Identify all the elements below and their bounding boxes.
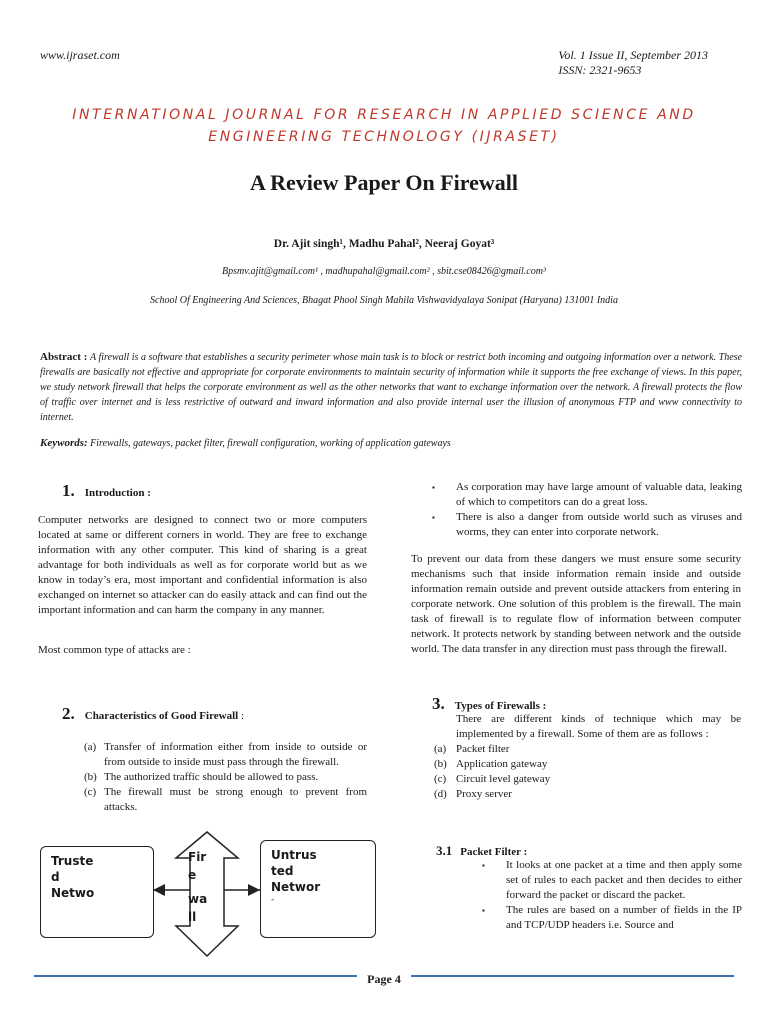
issn-line: ISSN: 2321-9653: [558, 63, 642, 77]
volume-line: Vol. 1 Issue II, September 2013: [558, 48, 708, 62]
section-2-title: Characteristics of Good Firewall: [84, 710, 239, 722]
journal-title: [0, 104, 768, 148]
list-item-text: As corporation may have large amount of valuable data, leaking of which to competitors can do a great loss.: [456, 481, 742, 508]
list-item-text: The authorized traffic should be allowed to pass.: [104, 771, 319, 783]
list-item-text: The firewall must be strong enough to prevent from attacks.: [104, 786, 367, 813]
right-arrowhead: [248, 884, 260, 896]
section-1-heading: [62, 481, 151, 501]
journal-title-line-2: ENGINEERING TECHNOLOGY (IJRASET): [208, 129, 560, 145]
firewall-label-line: e: [188, 868, 197, 882]
left-arrowhead: [153, 884, 165, 896]
list-item: [482, 858, 742, 903]
box-text-line: ted: [271, 864, 294, 878]
list-item: [432, 480, 742, 510]
paper-title: A Review Paper On Firewall: [249, 170, 519, 195]
issue-info: [558, 48, 708, 78]
list-item: [434, 757, 734, 772]
characteristics-list: [84, 740, 367, 815]
keywords-text: Firewalls, gateways, packet filter, firewall configuration, working of application gateways: [90, 438, 451, 449]
list-item-text: Proxy server: [456, 788, 512, 800]
firewall-label-line: wa: [188, 892, 208, 906]
abstract: [40, 350, 742, 425]
keywords-label: Keywords:: [40, 437, 88, 449]
list-item-text: Packet filter: [456, 743, 510, 755]
firewall-label: [188, 848, 228, 926]
firewall-purpose-paragraph: To prevent our data from these dangers we must ensure some security mechanisms such that inside information remain inside and outside information remain outside and prevent outside attackers from entering in corporate network. One solution of this problem is the firewall. The main task of firewall is to regulate flow of information between computer network. It protects network by standing between network and the outside world. The data transfer in any direction must pass through the firewall.: [411, 553, 741, 655]
list-item: [432, 510, 742, 540]
list-item: [434, 772, 734, 787]
firewall-diagram: [38, 830, 378, 960]
attacks-intro: Most common type of attacks are :: [38, 644, 191, 656]
box-text-line: Netwo: [51, 886, 95, 900]
list-marker: (d): [434, 788, 447, 800]
bullet-icon: ▪: [432, 483, 435, 492]
section-3-heading: [432, 694, 546, 714]
list-item-text: Circuit level gateway: [456, 773, 551, 785]
list-item: [434, 787, 734, 802]
affiliation: School Of Engineering And Sciences, Bhagat Phool Singh Mahila Vishwavidyalaya Sonipat (Haryana) 131001 India: [150, 295, 618, 306]
firewall-label-line: ll: [188, 910, 197, 924]
box-text-line: Truste: [51, 854, 94, 868]
page-number: [0, 970, 768, 988]
list-item-text: There is also a danger from outside world such as viruses and worms, they can enter into corporate network.: [456, 511, 742, 538]
section-3-1-number: 3.1: [436, 843, 453, 858]
list-item-text: Application gateway: [456, 758, 548, 770]
intro-paragraph: Computer networks are designed to connect two or more computers located at same or different corners in world. They are free to exchange information with any other computer. This kind of sharing is a great advantage for both individuals as well as for corporate world but as we know in today’s era, most important and confidential information is also exchanged on internet so attacker can do easily attack and can find out the important information and can harm the company in any manner.: [38, 514, 367, 616]
box-text-line: Untrus: [271, 848, 317, 862]
list-marker: (b): [434, 758, 447, 770]
journal-title-line-1: INTERNATIONAL JOURNAL FOR RESEARCH IN APPLIED SCIENCE AND: [72, 107, 696, 123]
bullet-icon: ▪: [482, 906, 485, 915]
trusted-network-box: [40, 846, 154, 938]
bullet-icon: ▪: [432, 513, 435, 522]
list-item: [84, 740, 367, 770]
author-emails: Bpsmv.ajit@gmail.com¹ , madhupahal@gmail.com² , sbit.cse08426@gmail.com³: [222, 266, 546, 277]
box-text-line: -: [271, 895, 275, 905]
list-item: [84, 770, 367, 785]
page-number-text: Page 4: [357, 972, 411, 986]
types-intro: There are different kinds of technique which may be implemented by a firewall. Some of them are as follows :: [456, 713, 741, 740]
list-marker: (c): [84, 786, 97, 798]
list-marker: (a): [84, 741, 97, 753]
list-item-text: The rules are based on a number of fields in the IP and TCP/UDP headers i.e. Source and: [506, 904, 742, 931]
untrusted-network-box: [260, 840, 376, 938]
list-item-text: It looks at one packet at a time and then apply some set of rules to each packet and then decides to either forward the packet or discard the packet.: [506, 859, 742, 901]
box-text-line: Networ: [271, 880, 321, 894]
section-3-1-title: Packet Filter :: [460, 846, 528, 858]
section-1-number: 1.: [62, 481, 75, 500]
list-marker: (b): [84, 771, 97, 783]
section-2-colon: :: [238, 710, 245, 722]
section-2-number: 2.: [62, 704, 75, 723]
keywords: [40, 437, 742, 449]
list-marker: (a): [434, 743, 447, 755]
section-3-number: 3.: [432, 694, 445, 713]
firewall-label-line: Fir: [188, 850, 207, 864]
abstract-label: Abstract :: [40, 351, 88, 363]
list-item: [482, 903, 742, 933]
section-2-heading: [62, 704, 244, 724]
list-marker: (c): [434, 773, 447, 785]
journal-website: www.ijraset.com: [40, 48, 120, 62]
box-text-line: d: [51, 870, 60, 884]
section-1-title: Introduction :: [84, 487, 151, 499]
packet-filter-bullets: [482, 858, 742, 933]
list-item-text: Transfer of information either from inside to outside or from outside to inside must pass through the firewall.: [104, 741, 367, 768]
bullet-icon: ▪: [482, 861, 485, 870]
firewall-types-list: [434, 742, 734, 802]
abstract-text: A firewall is a software that establishes a security perimeter whose main task is to block or restrict both incoming and outgoing information over a network. These firewalls are basically not effective and appropriate for corporate environments to maintain security of information while it supports the free exchange of views. In this paper, we study network firewall that helps the corporate environment as well as the other networks that want to exchange information over the network. A firewall protects the flow of traffic over internet and is less restrictive of outward and inward information and also provide internal user the illusion of anonymous FTP and www connectivity to internet.: [40, 352, 742, 423]
danger-bullets: [432, 480, 742, 540]
list-item: [84, 785, 367, 815]
section-3-title: Types of Firewalls :: [454, 700, 547, 712]
author-list: Dr. Ajit singh¹, Madhu Pahal², Neeraj Goyat³: [273, 238, 495, 250]
list-item: [434, 742, 734, 757]
